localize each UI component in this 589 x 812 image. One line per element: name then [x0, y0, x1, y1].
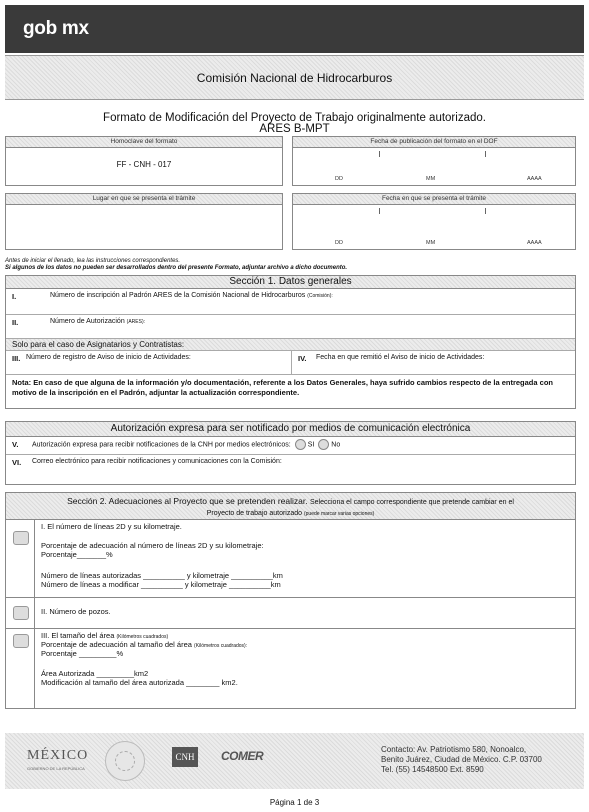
row-aviso — [6, 351, 575, 375]
section-1-note: Nota: En caso de que alguna de la información y/o documentación, referente a los Datos Generales, haya sufrido cambios respecto de la entregada con motivo de la inscripción en el Padrón, adjuntar la actualización correspondiente. — [12, 378, 553, 397]
section-2-title-small: (puede marcar varias opciones) — [303, 511, 375, 517]
row-number: IV. — [298, 354, 307, 363]
option-pozos-label: II. Número de pozos. — [41, 607, 111, 616]
fecha-publicacion-box — [292, 136, 576, 186]
row-number: II. — [12, 318, 19, 327]
mexico-logo: MÉXICO — [27, 748, 89, 763]
option-text[interactable]: Número de líneas a modificar __________ y kilometraje __________km — [41, 580, 281, 589]
option-lineas-2d — [6, 520, 575, 598]
fecha-publicacion-label: Fecha de publicación del formato en el DOF — [293, 137, 575, 148]
institution-banner — [5, 55, 584, 100]
row-label: Fecha en que remitió el Aviso de inicio de Actividades: — [316, 354, 485, 361]
option-text[interactable]: Porcentaje _________% — [41, 649, 124, 658]
instructions-note: Antes de iniciar el llenado, lea las instrucciones correspondientes. — [5, 258, 181, 264]
option-pozos-checkbox[interactable] — [13, 606, 29, 620]
comer-logo: COMER — [221, 749, 264, 763]
row-number: V. — [12, 440, 19, 449]
option-text[interactable]: Número de líneas autorizadas __________ y kilometraje __________km — [41, 571, 283, 580]
gob-header-bar — [5, 5, 584, 53]
section-2-title — [6, 493, 575, 520]
row-fecha-aviso[interactable] — [292, 351, 575, 374]
contact-line: Tel. (55) 14548500 Ext. 8590 — [381, 765, 484, 774]
option-text: Porcentaje de adecuación al tamaño del área — [41, 640, 192, 649]
contact-line: Benito Juárez, Ciudad de México. C.P. 03700 — [381, 755, 542, 764]
page-number: Página 1 de 3 — [269, 798, 320, 807]
institution-name: Comisión Nacional de Hidrocarburos — [196, 70, 393, 85]
row-autorizacion-expresa — [6, 437, 575, 455]
option-area — [6, 629, 575, 709]
fecha-tramite-label: Fecha en que se presenta el trámite — [293, 194, 575, 205]
row-padron[interactable] — [6, 289, 575, 315]
auth-section-title: Autorización expresa para ser notificado por medios de comunicación electrónica — [6, 422, 575, 437]
contact-info — [381, 745, 542, 775]
dd-label: DD — [335, 176, 343, 182]
option-text[interactable]: Porcentaje_______% — [41, 550, 113, 559]
no-label: No — [331, 441, 341, 449]
mexico-logo-subtitle: GOBIERNO DE LA REPÚBLICA — [27, 766, 85, 771]
auth-section — [5, 421, 576, 485]
document-title — [5, 113, 584, 135]
row-label: Número de Autorización — [50, 318, 125, 325]
row-label: Correo electrónico para recibir notificaciones y comunicaciones con la Comisión: — [32, 458, 282, 465]
mm-label-2: MM — [426, 240, 436, 246]
row-autorizacion[interactable] — [6, 315, 575, 339]
row-label: Número de inscripción al Padrón ARES de la Comisión Nacional de Hidrocarburos — [50, 292, 306, 299]
row-label-small: (ARES): — [126, 319, 146, 325]
row-registro-aviso[interactable] — [6, 351, 292, 374]
document-title-line1: Formato de Modificación del Proyecto de Trabajo originalmente autorizado. — [103, 112, 486, 124]
option-lineas-2d-checkbox[interactable] — [13, 531, 29, 545]
option-text[interactable]: Modificación al tamaño del área autorizada ________ km2. — [41, 678, 238, 687]
option-area-label: III. El tamaño del área — [41, 631, 115, 640]
document-title-line2: ARES B-MPT — [259, 123, 330, 135]
lugar-box[interactable] — [5, 193, 283, 250]
subsection-title: Solo para el caso de Asignatarios y Contratistas: — [12, 340, 185, 349]
aaaa-label-2: AAAA — [527, 240, 542, 246]
aaaa-label: AAAA — [527, 176, 542, 182]
option-text[interactable]: Área Autorizada _________km2 — [41, 669, 149, 678]
seal-icon — [105, 741, 145, 781]
option-pozos — [6, 598, 575, 629]
option-area-label-small: (Kilómetros cuadrados) — [116, 634, 169, 640]
footer — [5, 733, 584, 789]
si-radio[interactable] — [295, 439, 306, 450]
row-label: Autorización expresa para recibir notificaciones de la CNH por medios electrónicos: — [32, 441, 291, 449]
contact-line: Contacto: Av. Patriotismo 580, Nonoalco, — [381, 745, 527, 754]
option-text: Porcentaje de adecuación al número de líneas 2D y su kilometraje: — [41, 541, 264, 550]
row-number: VI. — [12, 458, 22, 467]
fecha-tramite-box[interactable] — [292, 193, 576, 250]
option-text-small: (Kilómetros cuadrados): — [194, 643, 248, 649]
homoclave-label: Homoclave del formato — [6, 137, 282, 148]
option-area-checkbox[interactable] — [13, 634, 29, 648]
mm-label: MM — [426, 176, 436, 182]
row-number: I. — [12, 292, 17, 301]
option-lineas-2d-label: I. El número de líneas 2D y su kilometraje. — [41, 522, 182, 531]
cnh-logo: CNH — [172, 747, 198, 767]
section-2-title-rest: Selecciona el campo correspondiente que pretende cambiar en el — [309, 499, 514, 506]
attachment-note: Si algunos de los datos no pueden ser desarrollados dentro del presente Formato, adjuntar archivo a dicho documento. — [5, 265, 348, 271]
subsection-asignatarios — [6, 339, 575, 351]
no-radio[interactable] — [318, 439, 329, 450]
si-label: SI — [307, 441, 315, 449]
section-2-title-main: Sección 2. Adecuaciones al Proyecto que se pretenden realizar. — [67, 496, 308, 506]
section-1 — [5, 275, 576, 409]
dd-label-2: DD — [335, 240, 343, 246]
gob-mx-logo: gob mx — [23, 18, 89, 39]
section-2-title-line2: Proyecto de trabajo autorizado — [206, 510, 303, 517]
row-correo[interactable] — [6, 455, 575, 485]
homoclave-box — [5, 136, 283, 186]
section-1-title: Sección 1. Datos generales — [6, 276, 575, 289]
row-label-small: (Comisión): — [307, 293, 333, 299]
lugar-label: Lugar en que se presenta el trámite — [6, 194, 282, 205]
section-2 — [5, 492, 576, 709]
row-number: III. — [12, 354, 21, 363]
homoclave-value: FF - CNH - 017 — [116, 160, 172, 169]
row-label: Número de registro de Aviso de inicio de Actividades: — [26, 354, 191, 361]
